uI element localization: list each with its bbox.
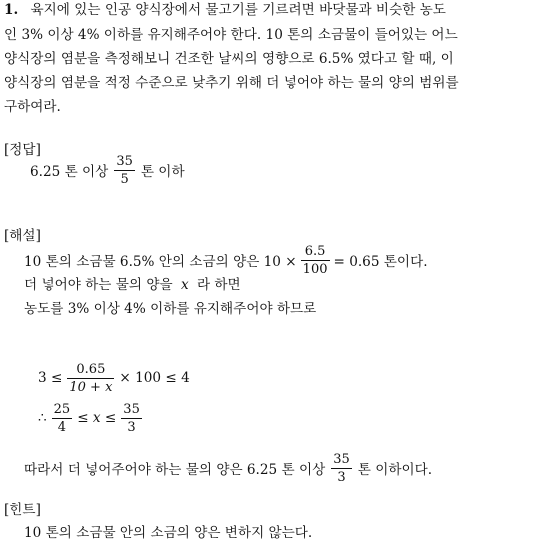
ineq2-left-den: 4 xyxy=(57,419,67,435)
expl-line1-frac-num: 6.5 xyxy=(301,245,330,261)
answer-header: [정답] xyxy=(4,142,41,158)
expl-line1-post: = 0.65 톤이다. xyxy=(333,254,428,270)
ineq1-fraction xyxy=(67,363,114,394)
ineq1-post: × 100 ≤ 4 xyxy=(119,370,190,386)
problem-line-4: 양식장의 염분을 적정 수준으로 낮추기 위해 더 넣어야 하는 물의 양의 범위를 xyxy=(4,75,459,91)
conclusion-pre: 따라서 더 넣어주어야 하는 물의 양은 6.25 톤 이상 xyxy=(24,462,326,478)
answer-frac-num: 35 xyxy=(116,153,133,169)
explanation-line-2 xyxy=(24,275,241,295)
ineq2-right-fraction xyxy=(121,403,142,434)
conclusion-fraction xyxy=(331,453,352,484)
expl-line2-pre: 더 넣어야 하는 물의 양을 xyxy=(24,277,173,293)
expl-line2-var: x xyxy=(180,277,189,293)
ineq2-mid: ≤ x ≤ xyxy=(77,410,117,426)
ineq1-frac-num: 0.65 xyxy=(67,363,114,379)
ineq1-frac-den: 10 + x xyxy=(69,379,113,395)
expl-line1-pre: 10 톤의 소금물 6.5% 안의 소금의 양은 10 × xyxy=(24,254,297,270)
conclusion-frac-den: 3 xyxy=(337,469,346,485)
inequality-1 xyxy=(38,358,190,398)
problem-line-2: 인 3% 이상 4% 이하를 유지해주어야 한다. 10 톤의 소금물이 들어있는 어느 xyxy=(4,27,458,43)
answer-post: 톤 이하 xyxy=(140,164,185,180)
expl-line2-post: 라 하면 xyxy=(196,277,241,293)
problem-line-3: 양식장의 염분을 측정해보니 건조한 날씨의 영향으로 6.5% 였다고 할 때, 이 xyxy=(4,51,454,67)
ineq2-left-fraction xyxy=(52,403,73,434)
explanation-line-3: 농도를 3% 이상 4% 이하를 유지해주어야 하므로 xyxy=(24,301,317,317)
explanation-line-1 xyxy=(24,240,428,280)
answer-line xyxy=(30,150,185,190)
inequality-2 xyxy=(38,398,147,438)
expl-line1-fraction xyxy=(301,245,330,276)
conclusion-line xyxy=(24,448,432,488)
ineq2-left-num: 25 xyxy=(53,401,71,417)
answer-fraction xyxy=(114,155,135,186)
hint-header: [힌트] xyxy=(4,502,41,518)
explanation-header: [해설] xyxy=(4,228,41,244)
answer-pre: 6.25 톤 이상 xyxy=(30,164,109,180)
problem-number: 1. xyxy=(4,2,19,18)
conclusion-frac-num: 35 xyxy=(333,451,350,467)
problem-text-1: 육지에 있는 인공 양식장에서 물고기를 기르려면 바닷물과 비슷한 농도 xyxy=(30,2,446,18)
expl-line1-frac-den: 100 xyxy=(302,261,328,277)
answer-frac-den: 5 xyxy=(120,171,129,187)
problem-line-1 xyxy=(4,0,446,20)
conclusion-post: 톤 이하이다. xyxy=(357,462,433,478)
ineq2-pre: ∴ xyxy=(38,410,47,426)
ineq1-pre: 3 ≤ xyxy=(38,370,63,386)
ineq2-right-den: 3 xyxy=(127,419,136,435)
problem-line-5: 구하여라. xyxy=(4,99,61,115)
hint-text: 10 톤의 소금물 안의 소금의 양은 변하지 않는다. xyxy=(24,525,313,541)
ineq2-right-num: 35 xyxy=(123,401,140,417)
